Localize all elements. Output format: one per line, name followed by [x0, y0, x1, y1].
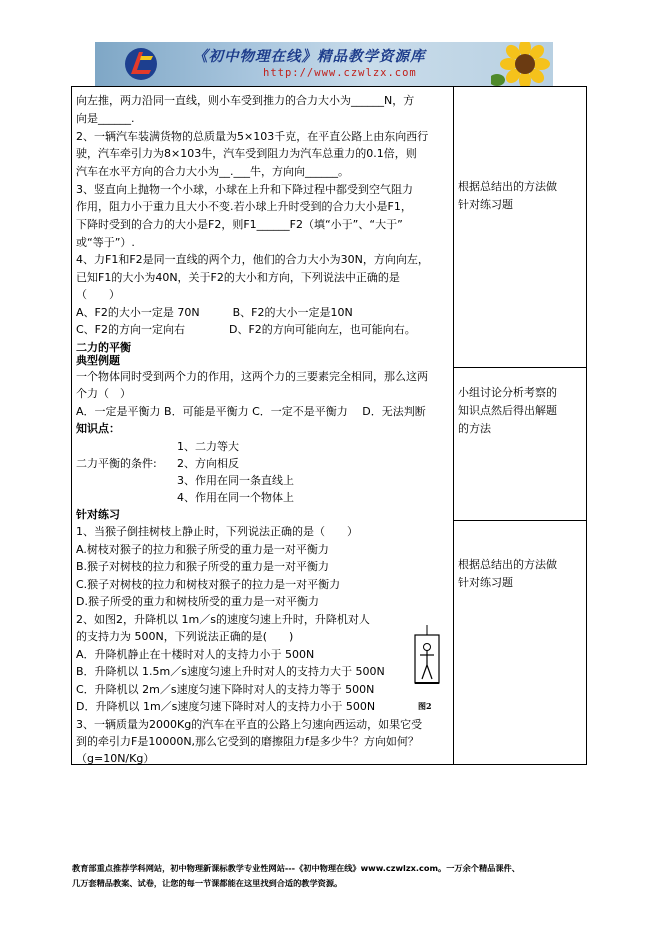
banner-url[interactable]: http://www.czwlzx.com — [263, 67, 417, 79]
column-divider — [453, 86, 454, 765]
condition-label: 二力平衡的条件: — [76, 457, 157, 470]
text-line: 的支持力为 500N，下列说法正确的是( ) — [76, 630, 294, 643]
text-line: 向左推，两力沿同一直线，则小车受到推力的合力大小为______N，方 — [76, 94, 415, 107]
footer-line: 几万套精品教案、试卷，让您的每一节课都能在这里找到合适的教学资源。 — [72, 878, 343, 888]
option-line: A．一定是平衡力 B．可能是平衡力 C．一定不是平衡力 D．无法判断 — [76, 405, 426, 418]
condition-item: 3、作用在同一条直线上 — [177, 474, 294, 487]
note-line: 根据总结出的方法做 — [458, 558, 557, 571]
subsection-heading: 典型例题 — [76, 354, 120, 367]
subsection-heading: 知识点： — [76, 422, 120, 435]
condition-item: 2、方向相反 — [177, 457, 239, 470]
page-footer — [72, 861, 612, 891]
header-banner — [95, 42, 553, 86]
row-divider — [453, 520, 587, 521]
elevator-figure — [412, 625, 442, 697]
note-line: 的方法 — [458, 422, 491, 435]
text-line: 驶，汽车牵引力为8×103牛，汽车受到阻力为汽车总重力的0.1倍，则 — [76, 147, 417, 160]
text-line: 2、一辆汽车装满货物的总质量为5×103千克，在平直公路上由东向西行 — [76, 130, 429, 143]
text-line: （g=10N/Kg） — [76, 752, 155, 765]
sunflower-icon — [491, 42, 551, 86]
text-line: 下降时受到的合力的大小是F2，则F1______F2（填“小于”、“大于” — [76, 218, 403, 231]
option-line: C.猴子对树枝的拉力和树枝对猴子的拉力是一对平衡力 — [76, 578, 341, 591]
condition-item: 1、二力等大 — [177, 440, 239, 453]
text-line: 到的牵引力F是10000N,那么它受到的磨擦阻力f是多少牛？方向如何？ — [76, 735, 419, 748]
option-line: A．升降机静止在十楼时对人的支持力小于 500N — [76, 648, 315, 661]
row-divider — [453, 367, 587, 368]
text-line: 2、如图2，升降机以 1m／s的速度匀速上升时，升降机对人 — [76, 613, 370, 626]
note-line: 小组讨论分析考察的 — [458, 386, 557, 399]
text-line: 已知F1的大小为40N，关于F2的大小和方向，下列说法中正确的是 — [76, 271, 400, 284]
note-line: 针对练习题 — [458, 198, 513, 211]
subsection-heading: 针对练习 — [76, 508, 120, 521]
option-line: B.猴子对树枝的拉力和猴子所受的重力是一对平衡力 — [76, 560, 330, 573]
note-line: 根据总结出的方法做 — [458, 180, 557, 193]
note-line: 知识点然后得出解题 — [458, 404, 557, 417]
text-line: 3、一辆质量为2000Kg的汽车在平直的公路上匀速向西运动，如果它受 — [76, 718, 423, 731]
condition-item: 4、作用在同一个物体上 — [177, 491, 294, 504]
section-heading: 二力的平衡 — [76, 341, 131, 354]
text-line: （ ） — [76, 288, 120, 301]
figure-caption: 图2 — [418, 701, 432, 711]
teaching-note — [458, 384, 584, 438]
site-logo-icon — [123, 46, 159, 82]
text-line: 1、当猴子倒挂树枝上静止时，下列说法正确的是（ ） — [76, 525, 358, 538]
text-line: 向是______. — [76, 112, 135, 125]
teaching-note — [458, 178, 584, 214]
option-line: D.猴子所受的重力和树枝所受的重力是一对平衡力 — [76, 595, 319, 608]
option-line: C、F2的方向一定向右 D、F2的方向可能向左，也可能向右。 — [76, 323, 416, 336]
option-line: C．升降机以 2m／s速度匀速下降时对人的支持力等于 500N — [76, 683, 375, 696]
footer-line: 教育部重点推荐学科网站，初中物理新课标教学专业性网站---《初中物理在线》www.czwlzx.com。一万余个精品课件、 — [72, 863, 520, 873]
text-line: 汽车在水平方向的合力大小为__.___牛，方向向______。 — [76, 165, 349, 178]
text-line: 一个物体同时受到两个力的作用，这两个力的三要素完全相同，那么这两 — [76, 370, 428, 383]
text-line: 或“等于”）. — [76, 236, 135, 249]
option-line: A.树枝对猴子的拉力和猴子所受的重力是一对平衡力 — [76, 543, 329, 556]
text-line: 3、竖直向上抛物一个小球，小球在上升和下降过程中都受到空气阻力 — [76, 183, 413, 196]
option-line: B．升降机以 1.5m／s速度匀速上升时对人的支持力大于 500N — [76, 665, 385, 678]
text-line: 4、力F1和F2是同一直线的两个力，他们的合力大小为30N，方向向左， — [76, 253, 429, 266]
text-line: 作用，阻力小于重力且大小不变.若小球上升时受到的合力大小是F1， — [76, 200, 412, 213]
option-line: A、F2的大小一定是 70N B、F2的大小一定是10N — [76, 306, 353, 319]
option-line: D．升降机以 1m／s速度匀速下降时对人的支持力小于 500N — [76, 700, 376, 713]
teaching-note — [458, 556, 584, 592]
note-line: 针对练习题 — [458, 576, 513, 589]
banner-title: 《初中物理在线》精品教学资源库 — [193, 48, 426, 65]
text-line: 个力（ ） — [76, 387, 131, 400]
